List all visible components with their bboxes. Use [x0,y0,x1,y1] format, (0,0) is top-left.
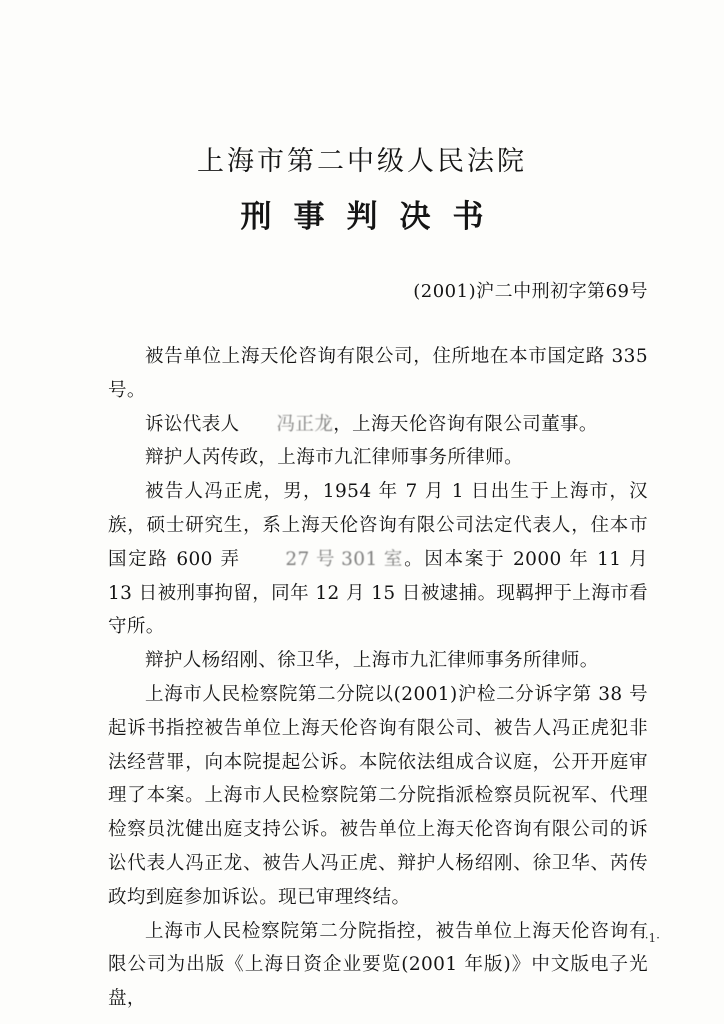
text-segment: 。因本案于 2000 年 11 月 13 日被刑事拘留，同年 12 月 15 日被逮捕。现羁押于上海市看守所。 [108,548,648,638]
paragraph-prosecution-charge: 上海市人民检察院第二分院指控，被告单位上海天伦咨询有限公司为出版《上海日资企业要览(2001 年版)》中文版电子光盘， [108,920,648,1010]
document-type-title: 刑事判决书 [240,199,506,235]
paragraph-procedure: 上海市人民检察院第二分院以(2001)沪检二分诉字第 38 号起诉书指控被告单位上海天伦咨询有限公司、被告人冯正虎犯非法经营罪，向本院提起公诉。本院依法组成合议庭，公开开庭审理了本案。上海市人民检察院第二分院指派检察员阮祝军、代理检察员沈健出庭支持公诉。被告单位上海天伦咨询有限公司的诉讼代表人冯正龙、被告人冯正虎、辩护人杨绍刚、徐卫华、芮传政均到庭参加诉讼。现已审理终结。 [108,683,648,908]
text-segment: 被告人冯正虎，男，1954 年 7 月 1 日出生于上海市，汉族，硕士研究生，系上海天伦咨询有限公司法定代表人，住本市国定路 600 弄 [108,481,648,570]
paragraph-litigation-representative [108,408,648,442]
judgment-body [108,340,648,1016]
paragraph-unit-defender: 辩护人芮传政，上海市九汇律师事务所律师。 [145,447,524,469]
court-name: 上海市第二中级人民法院 [197,146,527,177]
redacted-address: 27 号 301 室 [285,548,403,570]
case-number: (2001)沪二中刑初字第69号 [413,281,648,302]
page-number: ·1· [644,931,660,945]
redacted-name: 冯正龙 [276,413,334,435]
text-segment: ，上海天伦咨询有限公司董事。 [333,413,598,435]
paragraph-person-defenders: 辩护人杨绍刚、徐卫华，上海市九汇律师事务所律师。 [145,650,599,672]
paragraph-defendant-person [108,475,648,644]
paragraph-defendant-unit: 被告单位上海天伦咨询有限公司，住所地在本市国定路 335 号。 [108,346,648,401]
text-segment: 诉讼代表人 [145,413,240,435]
